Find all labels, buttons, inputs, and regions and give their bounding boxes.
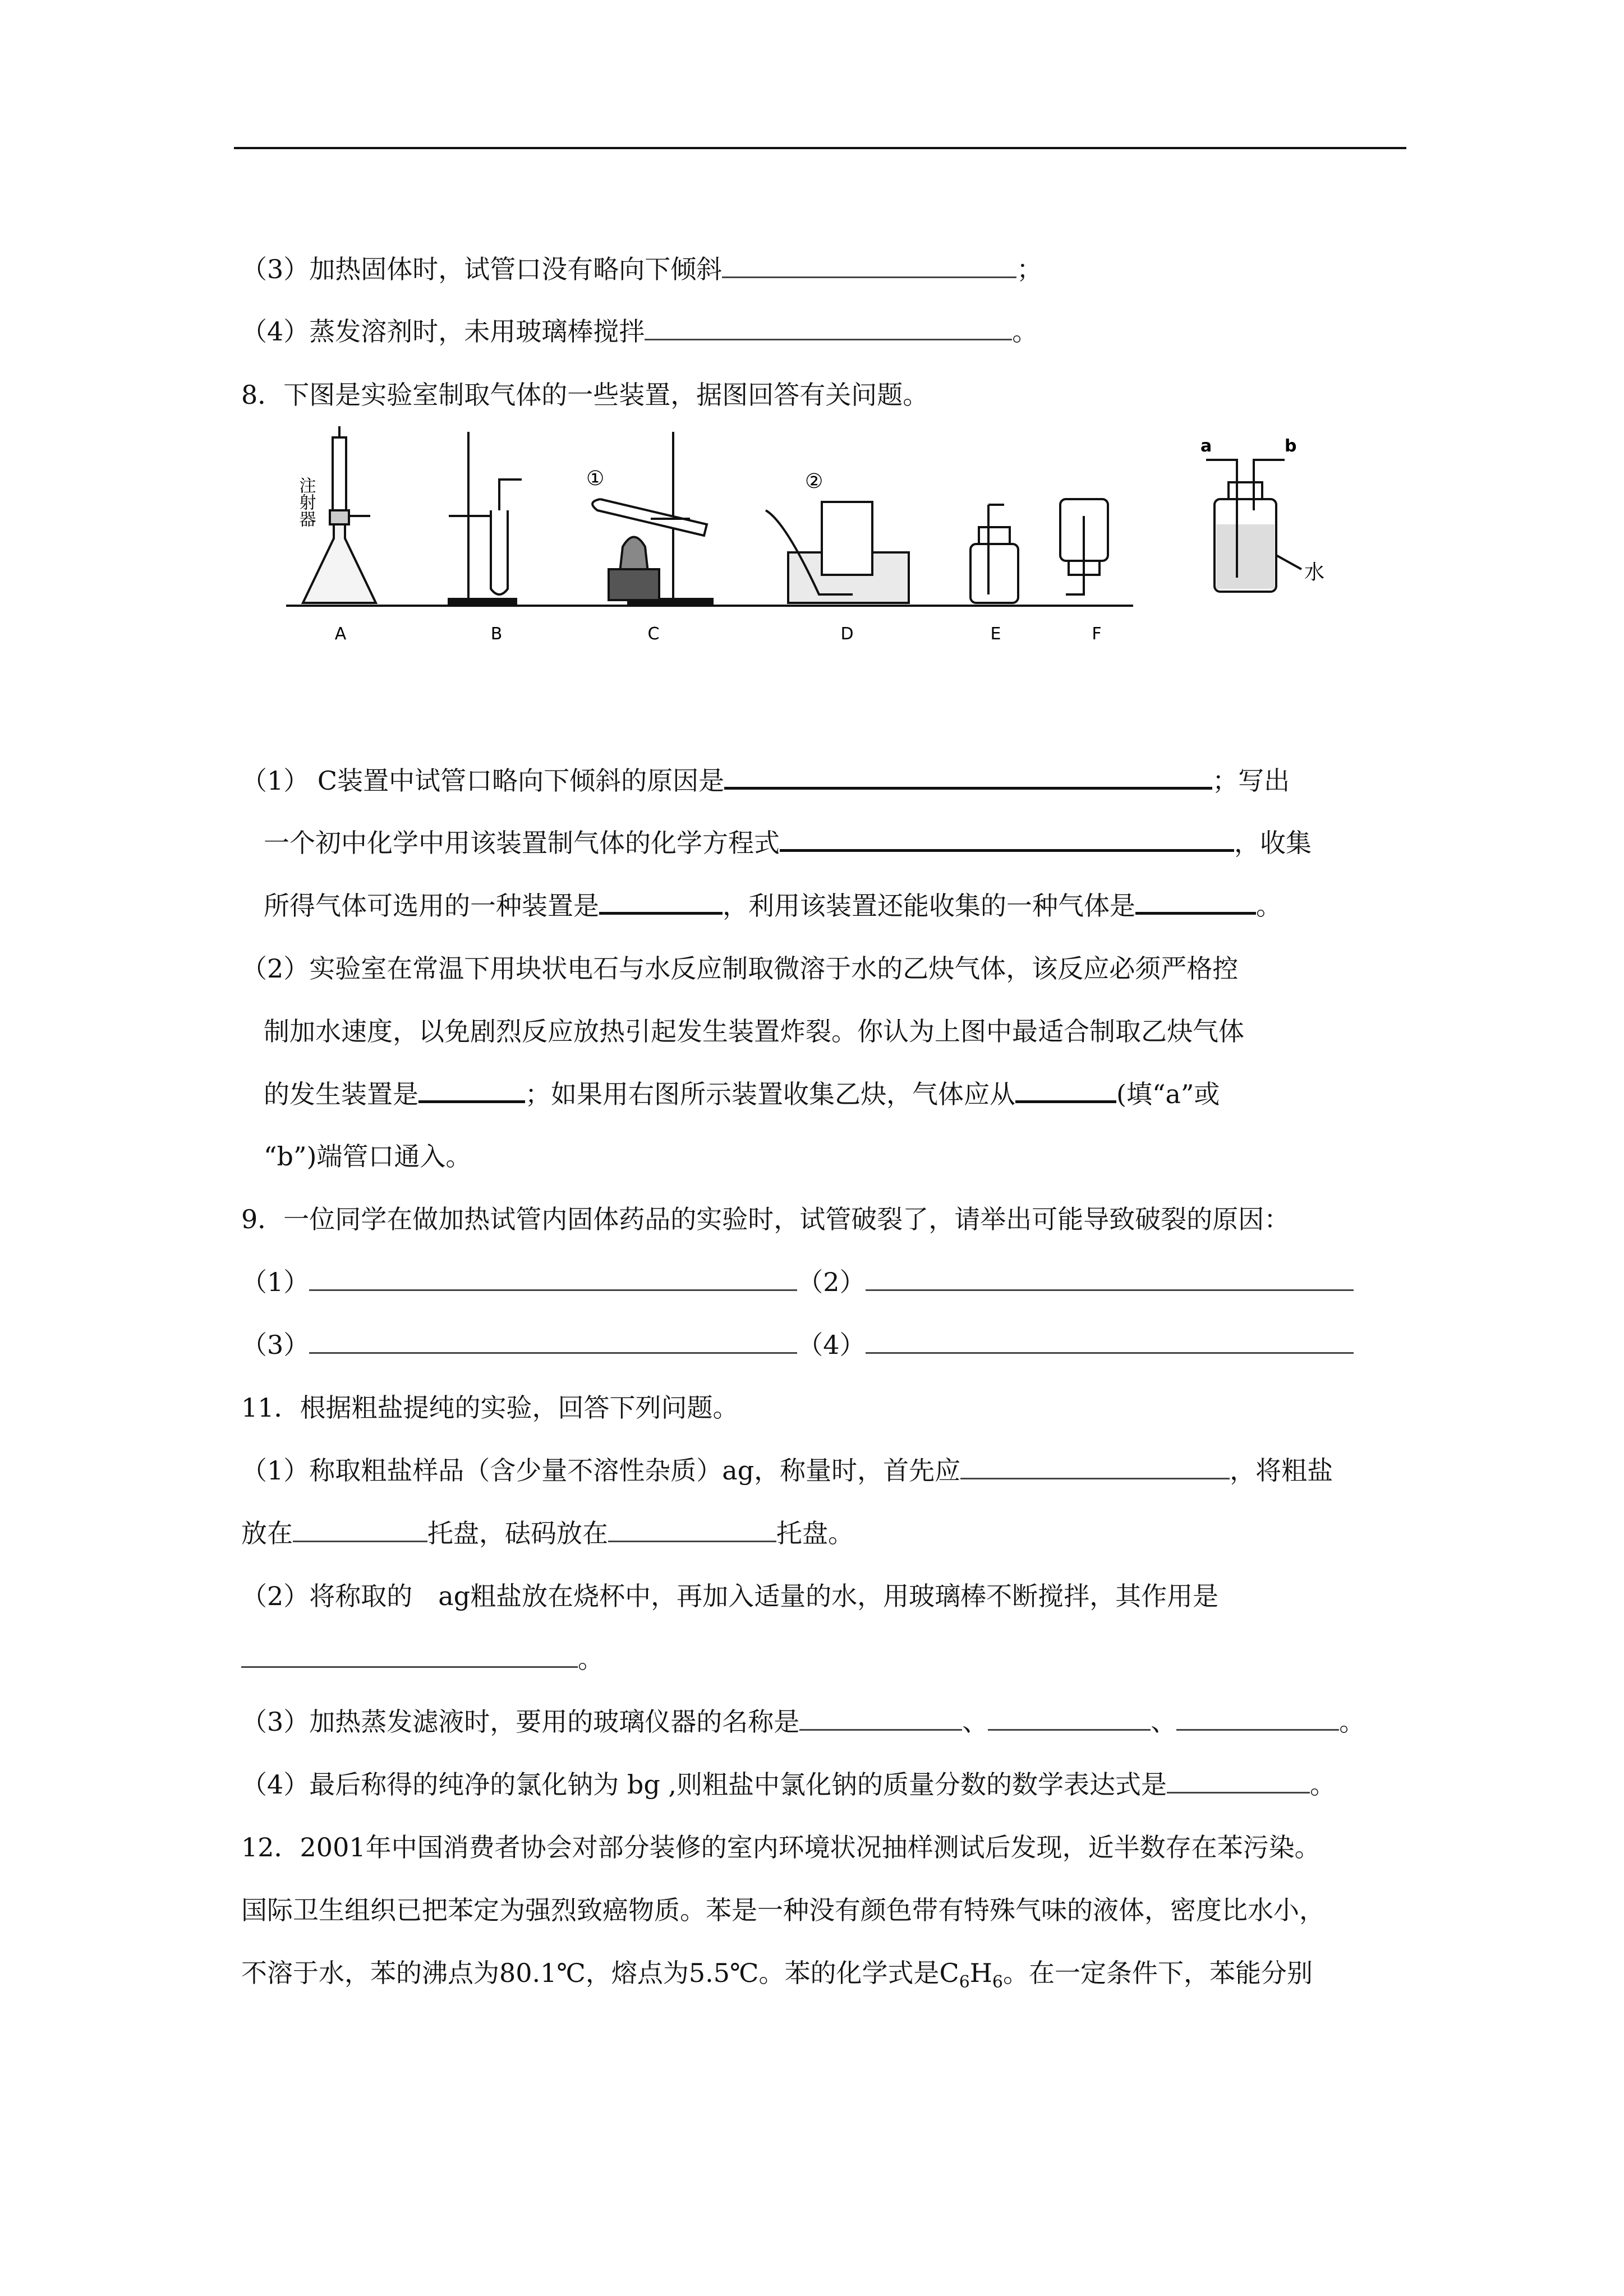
circle-label-1: ① bbox=[586, 467, 605, 490]
line-q9-row1: （1） （2） bbox=[241, 1264, 1354, 1300]
line-q8-2b: 制加水速度，以免剧烈反应放热引起发生装置炸裂。你认为上图中最适合制取乙炔气体 bbox=[264, 1016, 1244, 1046]
line-q7-3: （3）加热固体时，试管口没有略向下倾斜 ； bbox=[241, 254, 1043, 284]
line-q12c: 不溶于水，苯的沸点为80.1℃，熔点为5.5℃。苯的化学式是$C_6H_6$。在一定条件下，苯能分别 bbox=[241, 1958, 1313, 1993]
apparatus-d bbox=[766, 502, 909, 603]
answer-blank[interactable] bbox=[724, 764, 1212, 790]
formula-sub-h: 6 bbox=[992, 1972, 1004, 1993]
line-q12a: 12．2001年中国消费者协会对部分装修的室内环境状况抽样测试后发现，近半数存在苯污染。 bbox=[241, 1832, 1321, 1862]
water-label: 水 bbox=[1304, 561, 1325, 584]
line-q8-1b: 一个初中化学中用该装置制气体的化学方程式 ，收集 bbox=[264, 828, 1312, 858]
answer-blank[interactable] bbox=[241, 1644, 578, 1668]
line-q8-1a: （1） C装置中试管口略向下倾斜的原因是 ；写出 bbox=[241, 766, 1290, 796]
line-q8-2a: （2）实验室在常温下用块状电石与水反应制取微溶于水的乙炔气体，该反应必须严格控 bbox=[241, 953, 1239, 984]
header-rule bbox=[234, 147, 1406, 149]
line-q11-2a: （2）将称取的 ag粗盐放在烧杯中，再加入适量的水，用玻璃棒不断搅拌，其作用是 bbox=[241, 1581, 1219, 1611]
label-e: E bbox=[990, 624, 1001, 644]
answer-blank[interactable] bbox=[1167, 1769, 1310, 1794]
answer-blank[interactable] bbox=[960, 1455, 1230, 1479]
answer-blank[interactable] bbox=[799, 1707, 962, 1731]
formula-h: H bbox=[969, 1958, 992, 1988]
answer-blank[interactable] bbox=[780, 827, 1234, 852]
line-q8-2d: “b”)端管口通入。 bbox=[264, 1141, 472, 1172]
answer-blank[interactable] bbox=[645, 316, 1012, 340]
apparatus-e bbox=[970, 505, 1018, 603]
answer-blank[interactable] bbox=[866, 1330, 1354, 1354]
line-q11-1a: （1）称取粗盐样品（含少量不溶性杂质）ag，称量时，首先应 ，将粗盐 bbox=[241, 1455, 1333, 1486]
apparatus-c bbox=[592, 432, 712, 606]
line-q11-3: （3）加热蒸发滤液时，要用的玻璃仪器的名称是 、 、 。 bbox=[241, 1707, 1365, 1737]
port-a-label: a bbox=[1200, 436, 1212, 456]
label-d: D bbox=[840, 624, 854, 644]
syringe-label: 注射器 bbox=[296, 477, 316, 527]
line-q12b: 国际卫生组织已把苯定为强烈致癌物质。苯是一种没有颜色带有特殊气味的液体，密度比水小， bbox=[241, 1895, 1325, 1925]
apparatus-figure bbox=[280, 426, 1419, 651]
formula-c: C bbox=[939, 1958, 959, 1988]
answer-blank[interactable] bbox=[866, 1267, 1354, 1291]
formula-sub-c: 6 bbox=[959, 1972, 970, 1993]
line-q11-2b: 。 bbox=[241, 1641, 604, 1677]
line-q11-4: （4）最后称得的纯净的氯化钠为 bg ,则粗盐中氯化钠的质量分数的数学表达式是 。 bbox=[241, 1769, 1336, 1800]
circle-label-2: ② bbox=[805, 470, 823, 493]
answer-blank[interactable] bbox=[608, 1518, 776, 1542]
label-f: F bbox=[1092, 624, 1102, 644]
answer-blank[interactable] bbox=[309, 1267, 797, 1291]
answer-blank[interactable] bbox=[599, 889, 723, 915]
line-q7-4: （4）蒸发溶剂时，未用玻璃棒搅拌 。 bbox=[241, 316, 1038, 347]
answer-blank[interactable] bbox=[293, 1518, 427, 1542]
answer-blank[interactable] bbox=[1135, 889, 1256, 915]
question-9-title: 9．一位同学在做加热试管内固体药品的实验时，试管破裂了，请举出可能导致破裂的原因： bbox=[241, 1204, 1290, 1234]
port-b-label: b bbox=[1285, 436, 1297, 456]
question-8-title: 8．下图是实验室制取气体的一些装置，据图回答有关问题。 bbox=[241, 380, 929, 410]
answer-blank[interactable] bbox=[418, 1078, 525, 1103]
answer-blank[interactable] bbox=[988, 1707, 1151, 1731]
label-a: A bbox=[334, 624, 347, 644]
line-q11-1b: 放在 托盘，砝码放在 托盘。 bbox=[241, 1518, 854, 1548]
answer-blank[interactable] bbox=[1176, 1707, 1339, 1731]
line-q9-row2: （3） （4） bbox=[241, 1327, 1354, 1363]
question-11-title: 11．根据粗盐提纯的实验，回答下列问题。 bbox=[241, 1393, 739, 1423]
apparatus-b bbox=[449, 432, 522, 606]
label-c: C bbox=[647, 624, 660, 644]
line-q8-2c: 的发生装置是 ；如果用右图所示装置收集乙炔，气体应从 (填“a”或 bbox=[264, 1079, 1220, 1109]
label-b: B bbox=[490, 624, 503, 644]
answer-blank[interactable] bbox=[309, 1330, 797, 1354]
gas-bottle bbox=[1206, 460, 1301, 592]
line-q8-1c: 所得气体可选用的一种装置是 ，利用该装置还能收集的一种气体是 。 bbox=[264, 891, 1282, 921]
answer-blank[interactable] bbox=[1015, 1078, 1116, 1103]
answer-blank[interactable] bbox=[722, 254, 1016, 278]
apparatus-f bbox=[1060, 499, 1108, 594]
